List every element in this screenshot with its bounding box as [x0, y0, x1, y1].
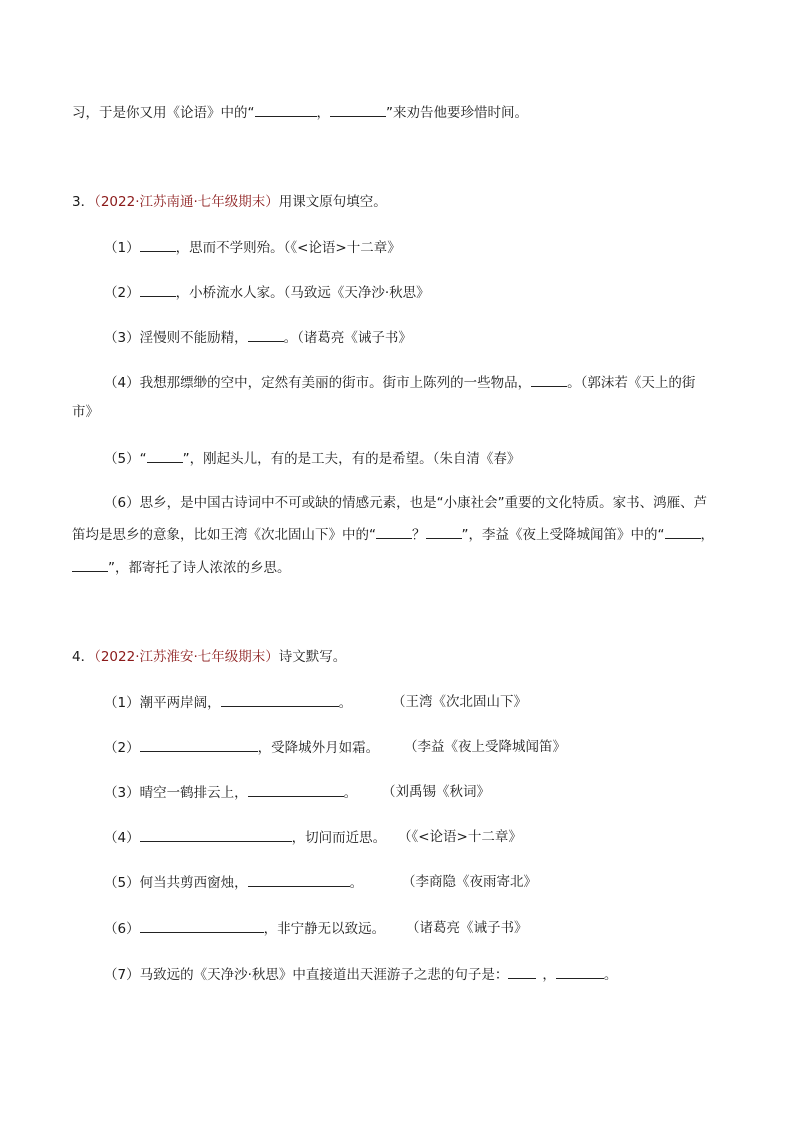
q4-item-2-ref: [404, 737, 566, 757]
item-text: 潮平两岸阔，: [139, 695, 221, 711]
question-prompt: 诗文默写。: [278, 649, 347, 665]
answer-blank[interactable]: [140, 737, 258, 752]
item-number: （2）: [104, 740, 140, 756]
item-number: （7）: [104, 967, 140, 983]
item-text: 马致远的《天净沙·秋思》中直接道出天涯游子之悲的句子是：: [139, 967, 509, 983]
q3-item-6-line3: [72, 557, 291, 578]
item-number: （4）: [104, 375, 140, 391]
item-number: （4）: [104, 830, 140, 846]
item-reference: （刘禹锡《秋词》: [382, 784, 490, 800]
answer-blank[interactable]: [140, 827, 292, 842]
q3-item-4-cont: [72, 402, 99, 422]
answer-blank[interactable]: [255, 102, 317, 117]
answer-blank[interactable]: [248, 872, 350, 887]
intro-line: [72, 102, 528, 123]
question-number: 3．: [72, 194, 95, 210]
q4-item-2: [104, 737, 379, 758]
item-text: 。（诸葛亮《诫子书》: [283, 330, 412, 346]
item-text: 市》: [72, 404, 99, 420]
answer-blank[interactable]: [556, 964, 604, 979]
q4-item-6-ref: [406, 918, 528, 938]
item-reference: （诸葛亮《诫子书》: [406, 920, 528, 936]
item-text: ，小桥流水人家。（马致远《天净沙·秋思》: [175, 285, 430, 301]
intro-text: ”来劝告他要珍惜时间。: [386, 105, 528, 121]
item-number: （5）: [104, 451, 140, 467]
item-number: （3）: [104, 330, 140, 346]
item-reference: （王湾《次北固山下》: [392, 694, 527, 710]
answer-blank[interactable]: [140, 918, 264, 933]
item-text: 何当共剪西窗烛，: [139, 875, 248, 891]
item-number: （1）: [104, 240, 140, 256]
question-3-header: [72, 192, 387, 212]
punct: 。: [338, 695, 353, 711]
question-number: 4．: [72, 649, 95, 665]
item-text: 淫慢则不能励精，: [139, 330, 248, 346]
item-number: （6）: [104, 921, 140, 937]
answer-blank[interactable]: [330, 102, 386, 117]
q3-item-1: [104, 237, 401, 258]
item-number: （1）: [104, 695, 140, 711]
answer-blank[interactable]: [140, 237, 176, 252]
item-text: 思乡，是中国古诗词中不可或缺的情感元素，也是“小康社会”重要的文化特质。家书、鸿雁、芦: [139, 495, 708, 511]
item-number: （2）: [104, 285, 140, 301]
q3-item-6-line2: [72, 524, 714, 545]
item-reference: （李益《夜上受降城闻笛》: [404, 739, 566, 755]
q4-item-6: [104, 918, 385, 939]
question-4-header: [72, 647, 346, 667]
q4-item-5-ref: [402, 872, 537, 892]
item-text: “: [139, 451, 147, 467]
q3-item-4: [104, 372, 695, 393]
q3-item-2: [104, 282, 430, 303]
answer-blank[interactable]: [426, 524, 462, 539]
item-text: ”，都寄托了诗人浓浓的乡思。: [108, 560, 291, 576]
q4-item-7: [104, 964, 617, 985]
q3-item-3: [104, 327, 412, 348]
q3-item-5: [104, 448, 520, 469]
answer-blank[interactable]: [508, 964, 536, 979]
item-text: ，思而不学则殆。（《<论语>十二章》: [175, 240, 401, 256]
answer-blank[interactable]: [531, 372, 567, 387]
q4-item-5: [104, 872, 363, 893]
item-reference: （李商隐《夜雨寄北》: [402, 874, 537, 890]
punct: ，: [542, 967, 556, 983]
question-source: （2022·江苏淮安·七年级期末）: [94, 649, 279, 665]
punct: ，: [700, 527, 714, 543]
item-text: 。（郭沫若《天上的街: [567, 375, 696, 391]
answer-blank[interactable]: [140, 282, 176, 297]
item-number: （3）: [104, 785, 140, 801]
answer-blank[interactable]: [221, 692, 339, 707]
question-source: （2022·江苏南通·七年级期末）: [94, 194, 279, 210]
item-text: 晴空一鹤排云上，: [139, 785, 248, 801]
q4-item-1-ref: [392, 692, 527, 712]
q4-item-3-ref: [382, 782, 490, 802]
q4-item-3: [104, 782, 357, 803]
punct: 。: [343, 785, 358, 801]
question-prompt: 用课文原句填空。: [278, 194, 387, 210]
item-text: ，切问而近思。: [291, 830, 387, 846]
intro-text: 习，于是你又用《论语》中的“: [72, 105, 255, 121]
item-number: （5）: [104, 875, 140, 891]
item-text: ”，刚起头儿，有的是工夫，有的是希望。（朱自清《春》: [182, 451, 521, 467]
item-text: ，受降城外月如霜。: [257, 740, 380, 756]
answer-blank[interactable]: [665, 524, 701, 539]
answer-blank[interactable]: [147, 448, 183, 463]
punct: ？: [412, 527, 426, 543]
item-text: 笛均是思乡的意象，比如王湾《次北固山下》中的“: [72, 527, 376, 543]
item-number: （6）: [104, 495, 140, 511]
item-text: ，非宁静无以致远。: [263, 921, 386, 937]
answer-blank[interactable]: [248, 327, 284, 342]
punct: 。: [349, 875, 364, 891]
answer-blank[interactable]: [72, 557, 108, 572]
q4-item-1: [104, 692, 352, 713]
punct: ，: [316, 105, 330, 121]
item-text: ”，李益《夜上受降城闻笛》中的“: [461, 527, 665, 543]
punct: 。: [603, 967, 618, 983]
answer-blank[interactable]: [376, 524, 412, 539]
item-reference: （《<论语>十二章》: [398, 829, 522, 845]
q4-item-4: [104, 827, 386, 848]
q3-item-6-line1: [104, 493, 707, 513]
item-text: 我想那缥缈的空中，定然有美丽的街市。街市上陈列的一些物品，: [139, 375, 532, 391]
q4-item-4-ref: [398, 827, 522, 847]
answer-blank[interactable]: [248, 782, 344, 797]
